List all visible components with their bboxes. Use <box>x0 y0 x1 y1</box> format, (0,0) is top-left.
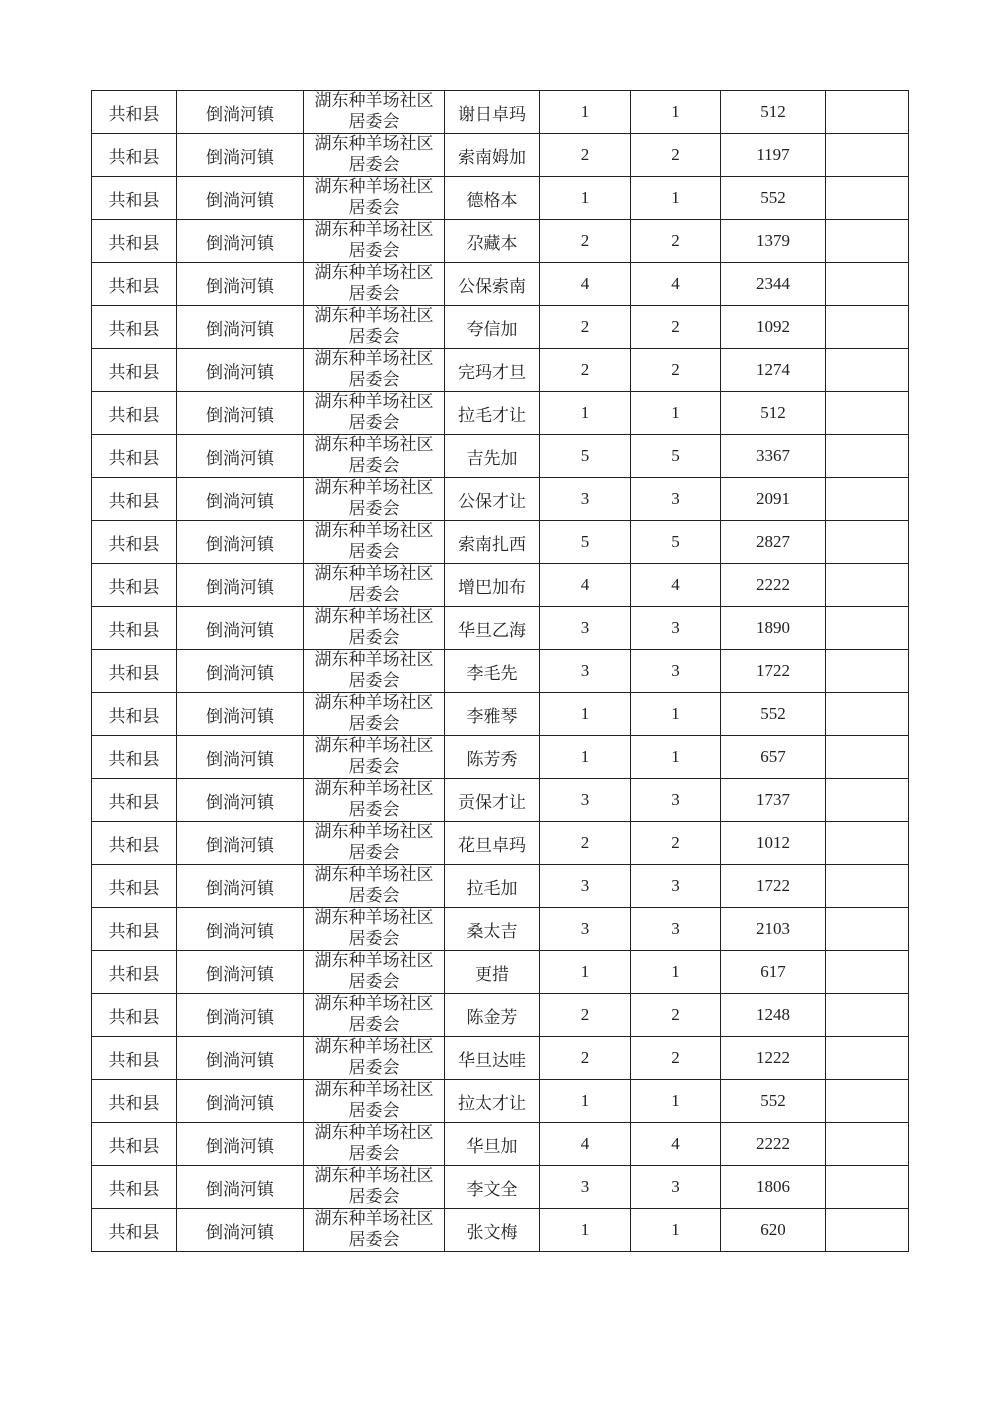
committee-line1: 湖东种羊场社区 <box>314 822 434 842</box>
county-cell: 共和县 <box>92 349 177 392</box>
committee-line2: 居委会 <box>348 1101 400 1121</box>
note-cell <box>826 1123 909 1166</box>
committee-line1: 湖东种羊场社区 <box>314 994 434 1014</box>
committee-line2: 居委会 <box>348 929 400 949</box>
county-cell: 共和县 <box>92 263 177 306</box>
name-cell: 华旦加 <box>445 1123 540 1166</box>
table-row <box>92 693 909 736</box>
table-row <box>92 1209 909 1252</box>
committee-cell <box>304 693 445 736</box>
note-cell <box>826 951 909 994</box>
count-cell-b: 2 <box>631 1037 721 1080</box>
note-cell <box>826 865 909 908</box>
committee-line2: 居委会 <box>348 1230 400 1250</box>
committee-line1: 湖东种羊场社区 <box>314 263 434 283</box>
note-cell <box>826 349 909 392</box>
count-cell-a: 1 <box>540 392 631 435</box>
committee-cell <box>304 306 445 349</box>
count-cell-b: 3 <box>631 650 721 693</box>
name-cell: 夸信加 <box>445 306 540 349</box>
note-cell <box>826 607 909 650</box>
town-cell: 倒淌河镇 <box>177 650 304 693</box>
name-cell: 李毛先 <box>445 650 540 693</box>
committee-cell <box>304 1080 445 1123</box>
town-cell: 倒淌河镇 <box>177 951 304 994</box>
table-row <box>92 1166 909 1209</box>
county-cell: 共和县 <box>92 564 177 607</box>
amount-cell: 1092 <box>721 306 826 349</box>
committee-line2: 居委会 <box>348 671 400 691</box>
committee-line2: 居委会 <box>348 628 400 648</box>
committee-cell <box>304 736 445 779</box>
committee-line2: 居委会 <box>348 198 400 218</box>
count-cell-a: 2 <box>540 822 631 865</box>
count-cell-b: 5 <box>631 521 721 564</box>
county-cell: 共和县 <box>92 951 177 994</box>
count-cell-a: 2 <box>540 994 631 1037</box>
note-cell <box>826 908 909 951</box>
committee-cell <box>304 865 445 908</box>
name-cell: 桑太吉 <box>445 908 540 951</box>
amount-cell: 620 <box>721 1209 826 1252</box>
amount-cell: 1722 <box>721 650 826 693</box>
table-row <box>92 951 909 994</box>
count-cell-b: 4 <box>631 1123 721 1166</box>
count-cell-b: 1 <box>631 951 721 994</box>
committee-line1: 湖东种羊场社区 <box>314 306 434 326</box>
count-cell-a: 3 <box>540 478 631 521</box>
town-cell: 倒淌河镇 <box>177 478 304 521</box>
amount-cell: 2091 <box>721 478 826 521</box>
table-row <box>92 478 909 521</box>
committee-line1: 湖东种羊场社区 <box>314 177 434 197</box>
name-cell: 陈芳秀 <box>445 736 540 779</box>
amount-cell: 1737 <box>721 779 826 822</box>
count-cell-b: 3 <box>631 607 721 650</box>
amount-cell: 1197 <box>721 134 826 177</box>
count-cell-a: 1 <box>540 1080 631 1123</box>
committee-line2: 居委会 <box>348 800 400 820</box>
count-cell-a: 4 <box>540 1123 631 1166</box>
committee-line1: 湖东种羊场社区 <box>314 693 434 713</box>
committee-line2: 居委会 <box>348 1187 400 1207</box>
count-cell-b: 4 <box>631 263 721 306</box>
committee-line1: 湖东种羊场社区 <box>314 349 434 369</box>
town-cell: 倒淌河镇 <box>177 435 304 478</box>
count-cell-b: 5 <box>631 435 721 478</box>
amount-cell: 1248 <box>721 994 826 1037</box>
committee-line1: 湖东种羊场社区 <box>314 1080 434 1100</box>
name-cell: 增巴加布 <box>445 564 540 607</box>
committee-line1: 湖东种羊场社区 <box>314 564 434 584</box>
town-cell: 倒淌河镇 <box>177 564 304 607</box>
town-cell: 倒淌河镇 <box>177 994 304 1037</box>
committee-line2: 居委会 <box>348 542 400 562</box>
table-row <box>92 994 909 1037</box>
note-cell <box>826 91 909 134</box>
town-cell: 倒淌河镇 <box>177 865 304 908</box>
committee-cell <box>304 478 445 521</box>
count-cell-b: 2 <box>631 822 721 865</box>
committee-cell <box>304 564 445 607</box>
committee-line2: 居委会 <box>348 757 400 777</box>
roster-body <box>92 91 909 1252</box>
table-row <box>92 1037 909 1080</box>
county-cell: 共和县 <box>92 650 177 693</box>
count-cell-a: 1 <box>540 177 631 220</box>
count-cell-b: 1 <box>631 693 721 736</box>
note-cell <box>826 693 909 736</box>
name-cell: 索南扎西 <box>445 521 540 564</box>
table-row <box>92 564 909 607</box>
committee-cell <box>304 349 445 392</box>
committee-cell <box>304 779 445 822</box>
name-cell: 索南姆加 <box>445 134 540 177</box>
count-cell-a: 1 <box>540 693 631 736</box>
county-cell: 共和县 <box>92 1209 177 1252</box>
count-cell-b: 2 <box>631 994 721 1037</box>
town-cell: 倒淌河镇 <box>177 736 304 779</box>
name-cell: 德格本 <box>445 177 540 220</box>
committee-line2: 居委会 <box>348 585 400 605</box>
table-row <box>92 1080 909 1123</box>
amount-cell: 3367 <box>721 435 826 478</box>
county-cell: 共和县 <box>92 1123 177 1166</box>
county-cell: 共和县 <box>92 392 177 435</box>
note-cell <box>826 736 909 779</box>
committee-line1: 湖东种羊场社区 <box>314 1209 434 1229</box>
committee-line2: 居委会 <box>348 886 400 906</box>
town-cell: 倒淌河镇 <box>177 91 304 134</box>
town-cell: 倒淌河镇 <box>177 1166 304 1209</box>
committee-line1: 湖东种羊场社区 <box>314 1037 434 1057</box>
note-cell <box>826 134 909 177</box>
committee-line2: 居委会 <box>348 327 400 347</box>
table-row <box>92 435 909 478</box>
committee-line1: 湖东种羊场社区 <box>314 134 434 154</box>
note-cell <box>826 177 909 220</box>
committee-cell <box>304 1166 445 1209</box>
count-cell-b: 3 <box>631 865 721 908</box>
count-cell-b: 1 <box>631 1080 721 1123</box>
town-cell: 倒淌河镇 <box>177 177 304 220</box>
committee-line2: 居委会 <box>348 499 400 519</box>
committee-line1: 湖东种羊场社区 <box>314 779 434 799</box>
town-cell: 倒淌河镇 <box>177 392 304 435</box>
amount-cell: 552 <box>721 693 826 736</box>
count-cell-b: 3 <box>631 1166 721 1209</box>
committee-cell <box>304 951 445 994</box>
table-row <box>92 220 909 263</box>
count-cell-a: 3 <box>540 650 631 693</box>
name-cell: 李雅琴 <box>445 693 540 736</box>
name-cell: 拉毛才让 <box>445 392 540 435</box>
committee-line2: 居委会 <box>348 456 400 476</box>
town-cell: 倒淌河镇 <box>177 1209 304 1252</box>
note-cell <box>826 564 909 607</box>
count-cell-b: 3 <box>631 779 721 822</box>
count-cell-a: 1 <box>540 91 631 134</box>
town-cell: 倒淌河镇 <box>177 908 304 951</box>
committee-line1: 湖东种羊场社区 <box>314 1166 434 1186</box>
committee-line1: 湖东种羊场社区 <box>314 521 434 541</box>
committee-line2: 居委会 <box>348 413 400 433</box>
committee-line2: 居委会 <box>348 714 400 734</box>
name-cell: 李文全 <box>445 1166 540 1209</box>
note-cell <box>826 263 909 306</box>
committee-line2: 居委会 <box>348 1015 400 1035</box>
committee-line2: 居委会 <box>348 112 400 132</box>
amount-cell: 1722 <box>721 865 826 908</box>
committee-line2: 居委会 <box>348 1058 400 1078</box>
amount-cell: 2222 <box>721 1123 826 1166</box>
note-cell <box>826 650 909 693</box>
note-cell <box>826 435 909 478</box>
table-row <box>92 306 909 349</box>
town-cell: 倒淌河镇 <box>177 693 304 736</box>
count-cell-a: 1 <box>540 951 631 994</box>
committee-line1: 湖东种羊场社区 <box>314 736 434 756</box>
county-cell: 共和县 <box>92 822 177 865</box>
committee-line1: 湖东种羊场社区 <box>314 908 434 928</box>
name-cell: 贡保才让 <box>445 779 540 822</box>
name-cell: 完玛才旦 <box>445 349 540 392</box>
committee-cell <box>304 1209 445 1252</box>
county-cell: 共和县 <box>92 994 177 1037</box>
amount-cell: 552 <box>721 1080 826 1123</box>
count-cell-b: 1 <box>631 392 721 435</box>
count-cell-b: 3 <box>631 478 721 521</box>
amount-cell: 1806 <box>721 1166 826 1209</box>
committee-line2: 居委会 <box>348 284 400 304</box>
town-cell: 倒淌河镇 <box>177 220 304 263</box>
amount-cell: 552 <box>721 177 826 220</box>
note-cell <box>826 521 909 564</box>
count-cell-a: 3 <box>540 1166 631 1209</box>
count-cell-a: 1 <box>540 1209 631 1252</box>
county-cell: 共和县 <box>92 91 177 134</box>
committee-cell <box>304 263 445 306</box>
note-cell <box>826 478 909 521</box>
note-cell <box>826 994 909 1037</box>
town-cell: 倒淌河镇 <box>177 521 304 564</box>
table-row <box>92 91 909 134</box>
count-cell-b: 2 <box>631 220 721 263</box>
amount-cell: 1379 <box>721 220 826 263</box>
committee-line1: 湖东种羊场社区 <box>314 478 434 498</box>
count-cell-a: 5 <box>540 521 631 564</box>
committee-line2: 居委会 <box>348 241 400 261</box>
committee-line2: 居委会 <box>348 972 400 992</box>
count-cell-b: 1 <box>631 91 721 134</box>
name-cell: 更措 <box>445 951 540 994</box>
count-cell-a: 3 <box>540 607 631 650</box>
name-cell: 拉毛加 <box>445 865 540 908</box>
amount-cell: 1274 <box>721 349 826 392</box>
town-cell: 倒淌河镇 <box>177 349 304 392</box>
county-cell: 共和县 <box>92 306 177 349</box>
town-cell: 倒淌河镇 <box>177 1080 304 1123</box>
amount-cell: 2103 <box>721 908 826 951</box>
count-cell-a: 3 <box>540 908 631 951</box>
table-row <box>92 349 909 392</box>
name-cell: 尕藏本 <box>445 220 540 263</box>
county-cell: 共和县 <box>92 693 177 736</box>
name-cell: 公保才让 <box>445 478 540 521</box>
amount-cell: 2827 <box>721 521 826 564</box>
count-cell-b: 1 <box>631 177 721 220</box>
count-cell-a: 2 <box>540 220 631 263</box>
committee-line1: 湖东种羊场社区 <box>314 220 434 240</box>
town-cell: 倒淌河镇 <box>177 779 304 822</box>
county-cell: 共和县 <box>92 607 177 650</box>
committee-line1: 湖东种羊场社区 <box>314 951 434 971</box>
count-cell-b: 2 <box>631 306 721 349</box>
committee-cell <box>304 994 445 1037</box>
table-row <box>92 650 909 693</box>
county-cell: 共和县 <box>92 908 177 951</box>
roster-table <box>91 90 909 1252</box>
town-cell: 倒淌河镇 <box>177 607 304 650</box>
amount-cell: 2344 <box>721 263 826 306</box>
committee-line2: 居委会 <box>348 155 400 175</box>
note-cell <box>826 822 909 865</box>
committee-cell <box>304 650 445 693</box>
amount-cell: 1890 <box>721 607 826 650</box>
county-cell: 共和县 <box>92 478 177 521</box>
amount-cell: 2222 <box>721 564 826 607</box>
note-cell <box>826 306 909 349</box>
committee-line1: 湖东种羊场社区 <box>314 650 434 670</box>
table-row <box>92 392 909 435</box>
count-cell-b: 1 <box>631 1209 721 1252</box>
committee-line1: 湖东种羊场社区 <box>314 865 434 885</box>
name-cell: 花旦卓玛 <box>445 822 540 865</box>
amount-cell: 657 <box>721 736 826 779</box>
name-cell: 公保索南 <box>445 263 540 306</box>
table-row <box>92 607 909 650</box>
county-cell: 共和县 <box>92 220 177 263</box>
committee-cell <box>304 177 445 220</box>
name-cell: 陈金芳 <box>445 994 540 1037</box>
count-cell-a: 2 <box>540 349 631 392</box>
town-cell: 倒淌河镇 <box>177 134 304 177</box>
table-row <box>92 521 909 564</box>
amount-cell: 512 <box>721 392 826 435</box>
count-cell-a: 2 <box>540 306 631 349</box>
table-row <box>92 908 909 951</box>
name-cell: 华旦乙海 <box>445 607 540 650</box>
name-cell: 吉先加 <box>445 435 540 478</box>
count-cell-a: 3 <box>540 865 631 908</box>
county-cell: 共和县 <box>92 779 177 822</box>
town-cell: 倒淌河镇 <box>177 822 304 865</box>
county-cell: 共和县 <box>92 1037 177 1080</box>
count-cell-a: 3 <box>540 779 631 822</box>
committee-line2: 居委会 <box>348 1144 400 1164</box>
note-cell <box>826 779 909 822</box>
name-cell: 拉太才让 <box>445 1080 540 1123</box>
note-cell <box>826 1080 909 1123</box>
table-row <box>92 865 909 908</box>
committee-line2: 居委会 <box>348 843 400 863</box>
committee-line2: 居委会 <box>348 370 400 390</box>
committee-cell <box>304 220 445 263</box>
town-cell: 倒淌河镇 <box>177 263 304 306</box>
table-row <box>92 736 909 779</box>
amount-cell: 1222 <box>721 1037 826 1080</box>
county-cell: 共和县 <box>92 435 177 478</box>
county-cell: 共和县 <box>92 1080 177 1123</box>
count-cell-b: 1 <box>631 736 721 779</box>
committee-cell <box>304 521 445 564</box>
count-cell-b: 3 <box>631 908 721 951</box>
amount-cell: 617 <box>721 951 826 994</box>
count-cell-b: 4 <box>631 564 721 607</box>
county-cell: 共和县 <box>92 521 177 564</box>
note-cell <box>826 1166 909 1209</box>
name-cell: 谢日卓玛 <box>445 91 540 134</box>
table-row <box>92 779 909 822</box>
county-cell: 共和县 <box>92 736 177 779</box>
table-row <box>92 263 909 306</box>
name-cell: 张文梅 <box>445 1209 540 1252</box>
count-cell-b: 2 <box>631 134 721 177</box>
count-cell-a: 2 <box>540 1037 631 1080</box>
committee-cell <box>304 822 445 865</box>
committee-cell <box>304 435 445 478</box>
table-row <box>92 134 909 177</box>
name-cell: 华旦达哇 <box>445 1037 540 1080</box>
committee-line1: 湖东种羊场社区 <box>314 91 434 111</box>
committee-cell <box>304 1123 445 1166</box>
county-cell: 共和县 <box>92 865 177 908</box>
committee-cell <box>304 1037 445 1080</box>
count-cell-a: 4 <box>540 564 631 607</box>
note-cell <box>826 392 909 435</box>
count-cell-a: 2 <box>540 134 631 177</box>
table-row <box>92 177 909 220</box>
note-cell <box>826 1037 909 1080</box>
committee-line1: 湖东种羊场社区 <box>314 435 434 455</box>
committee-line1: 湖东种羊场社区 <box>314 392 434 412</box>
amount-cell: 1012 <box>721 822 826 865</box>
note-cell <box>826 1209 909 1252</box>
committee-line1: 湖东种羊场社区 <box>314 607 434 627</box>
county-cell: 共和县 <box>92 1166 177 1209</box>
committee-cell <box>304 607 445 650</box>
committee-cell <box>304 134 445 177</box>
town-cell: 倒淌河镇 <box>177 1123 304 1166</box>
committee-cell <box>304 91 445 134</box>
committee-cell <box>304 392 445 435</box>
note-cell <box>826 220 909 263</box>
count-cell-a: 1 <box>540 736 631 779</box>
town-cell: 倒淌河镇 <box>177 306 304 349</box>
count-cell-a: 5 <box>540 435 631 478</box>
town-cell: 倒淌河镇 <box>177 1037 304 1080</box>
table-row <box>92 822 909 865</box>
count-cell-b: 2 <box>631 349 721 392</box>
committee-cell <box>304 908 445 951</box>
count-cell-a: 4 <box>540 263 631 306</box>
amount-cell: 512 <box>721 91 826 134</box>
county-cell: 共和县 <box>92 134 177 177</box>
county-cell: 共和县 <box>92 177 177 220</box>
table-row <box>92 1123 909 1166</box>
committee-line1: 湖东种羊场社区 <box>314 1123 434 1143</box>
